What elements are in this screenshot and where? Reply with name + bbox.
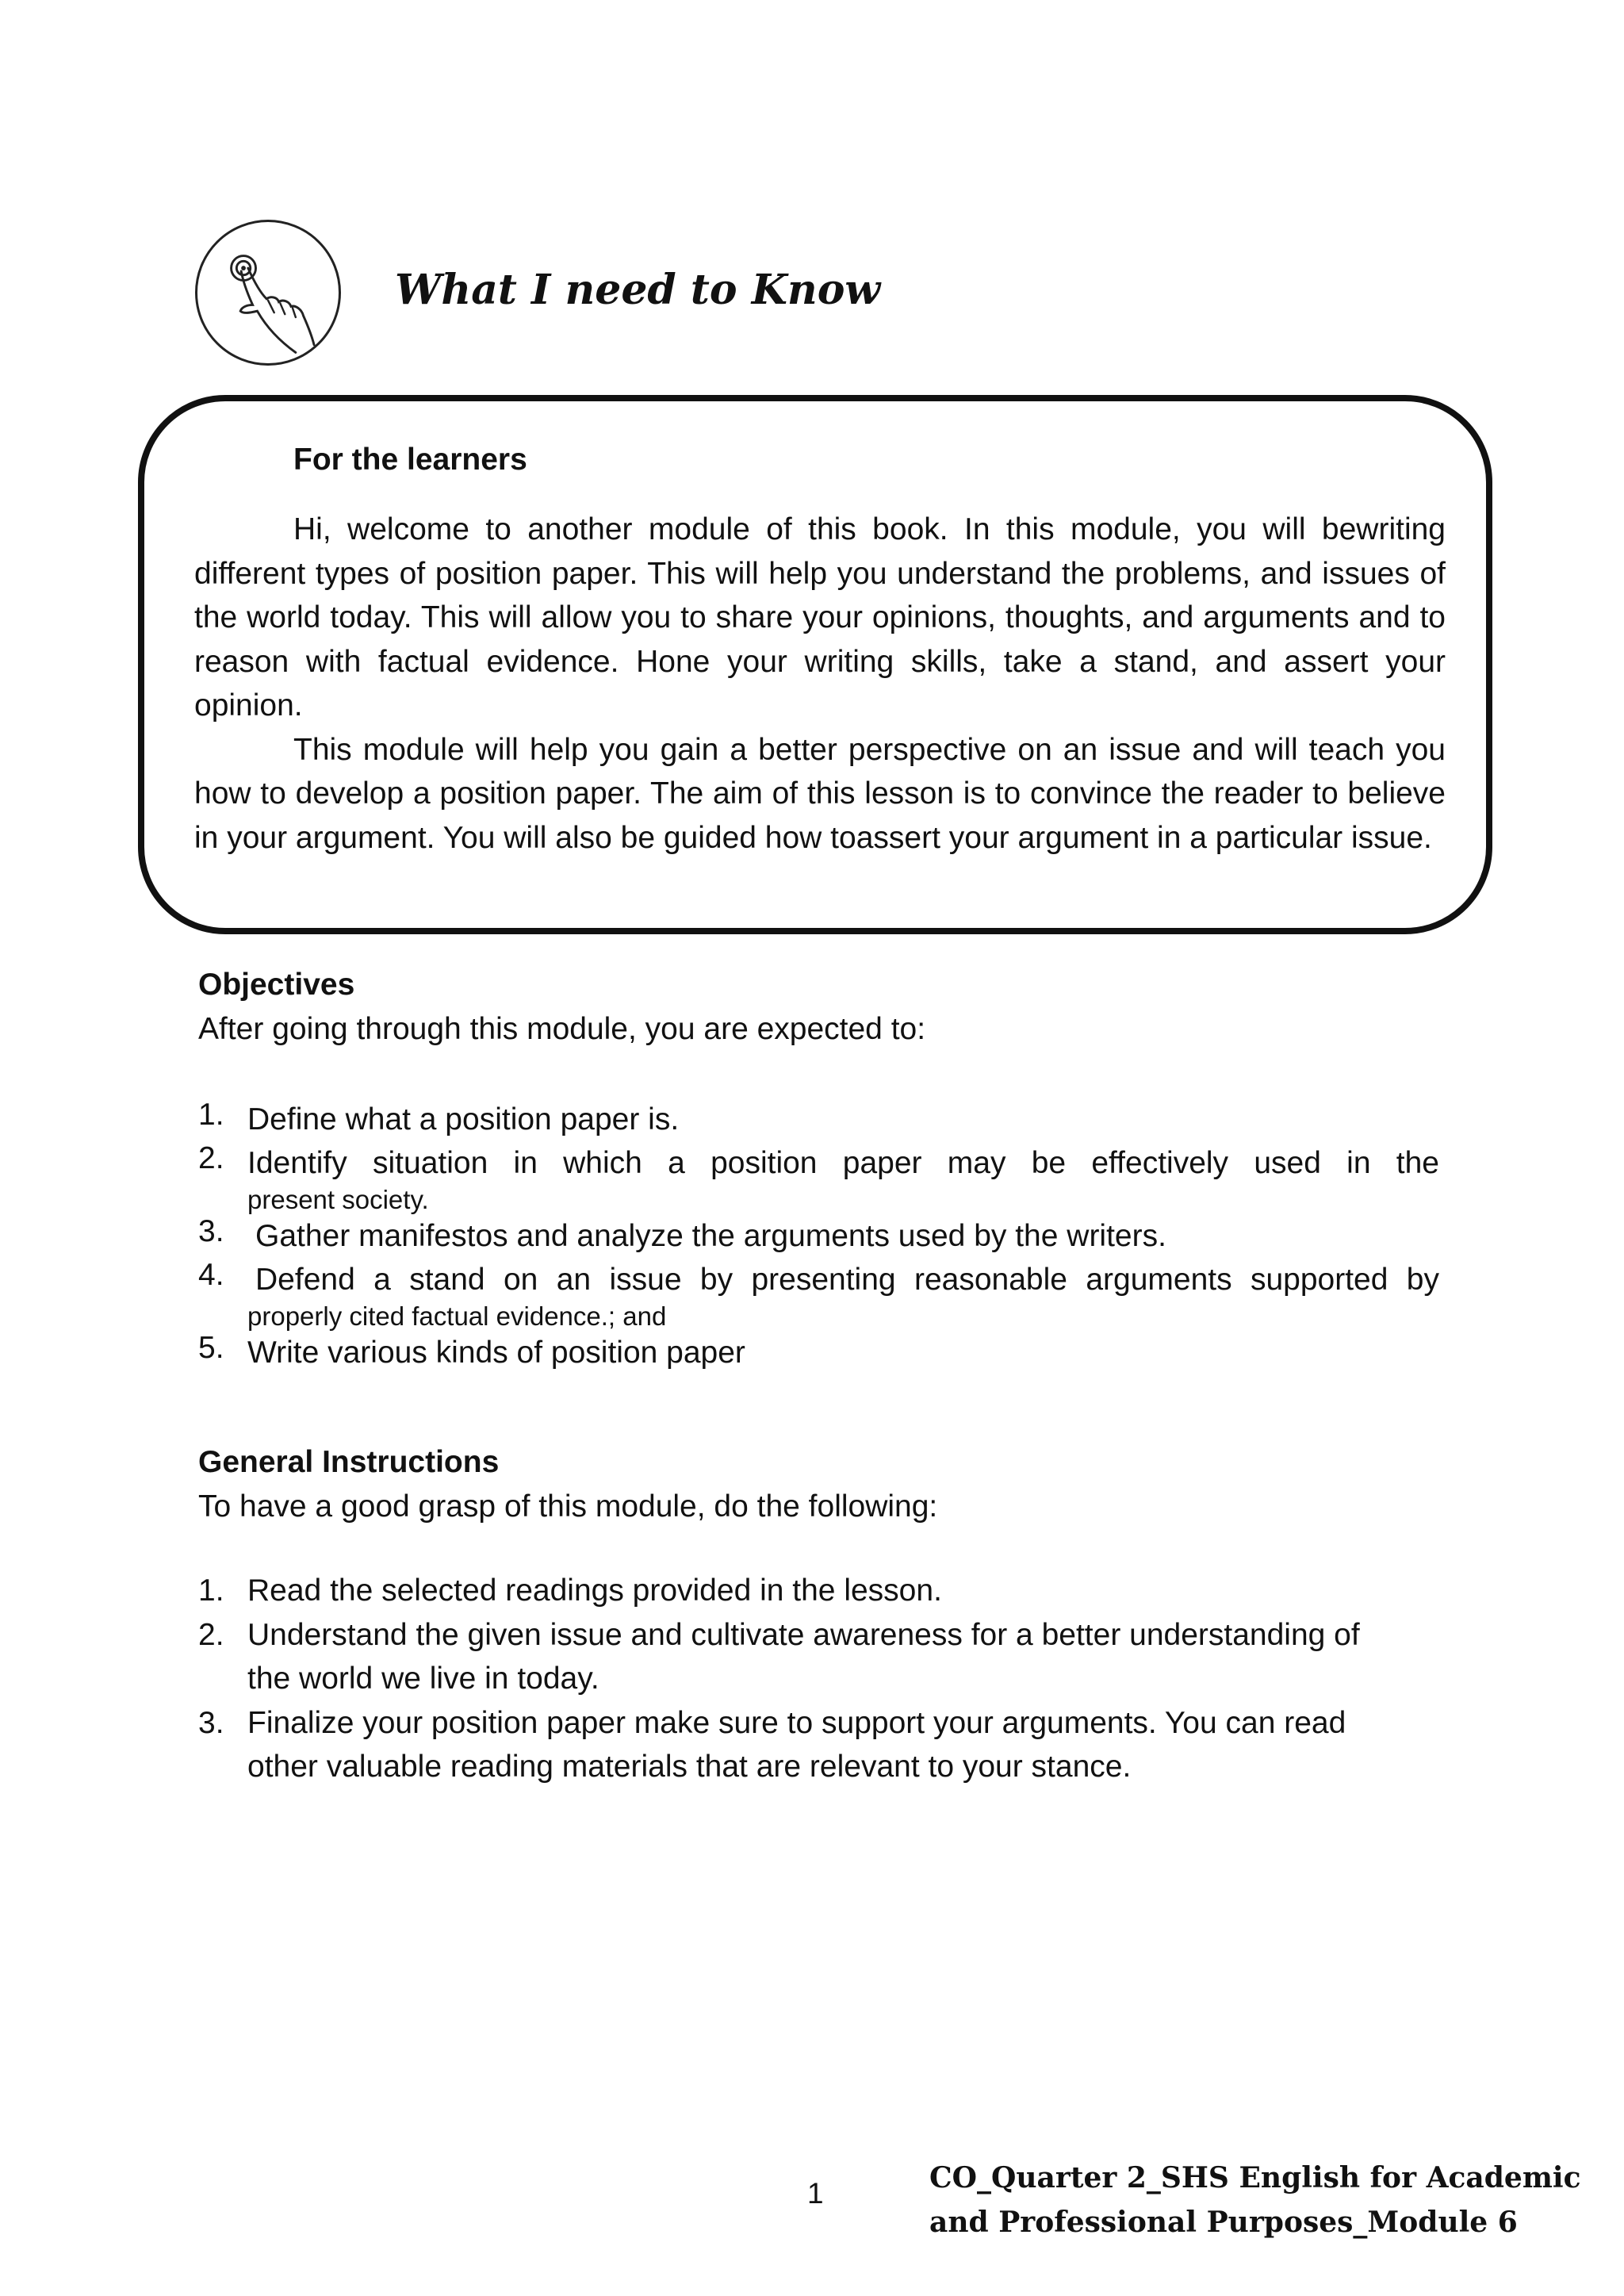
learners-paragraph-1: Hi, welcome to another module of this book. In this module, you will bewriting different types of position paper. This will help you understand the problems, and issues of the world today. This will allow you to share your opinions, thoughts, and arguments and to reason with factual evidence. Hone your writing skills, take a stand, and assert your opinion. (194, 512, 1446, 723)
item-text: Identify situation in which a position paper may be effectively used in the (247, 1146, 1439, 1180)
list-item (198, 1613, 1389, 1701)
item-continuation: present society. (247, 1185, 429, 1214)
item-number: 2. (198, 1617, 224, 1652)
footer-line-1: CO_Quarter 2_SHS English for Academic (929, 2161, 1581, 2194)
list-item (198, 1701, 1389, 1789)
item-number: 1. (198, 1573, 224, 1608)
list-item (198, 1258, 1439, 1331)
objectives-list (198, 1098, 1439, 1374)
list-item (198, 1141, 1439, 1214)
footer-line-2: and Professional Purposes_Module 6 (929, 2206, 1518, 2239)
list-item (198, 1214, 1439, 1258)
learners-text (194, 508, 1446, 860)
item-text: Write various kinds of position paper (247, 1336, 745, 1370)
general-instructions-list (198, 1569, 1439, 1789)
item-text: Defend a stand on an issue by presenting reasonable arguments supported by (255, 1263, 1439, 1297)
item-text: Gather manifestos and analyze the arguments used by the writers. (255, 1219, 1166, 1253)
module-footer (929, 2156, 1581, 2244)
objectives-intro: After going through this module, you are expected to: (198, 1012, 926, 1046)
list-item (198, 1098, 1439, 1141)
learners-paragraph-2: This module will help you gain a better perspective on an issue and will teach you how to develop a position paper. The aim of this lesson is to convince the reader to believe in your argument. You will also be guided how toassert your argument in a particular issue. (194, 732, 1446, 855)
learners-heading: For the learners (293, 443, 527, 477)
item-number: 4. (198, 1258, 224, 1292)
item-number: 5. (198, 1331, 224, 1365)
item-text: Finalize your position paper make sure to support your arguments. You can read other valuable reading materials that are relevant to your stance. (247, 1705, 1346, 1784)
general-instructions-intro: To have a good grasp of this module, do the following: (198, 1489, 938, 1524)
hand-pointer-icon (195, 220, 341, 366)
item-text: Read the selected readings provided in the lesson. (247, 1573, 942, 1608)
item-number: 1. (198, 1098, 224, 1132)
section-title: What I need to Know (395, 266, 881, 314)
general-instructions-heading: General Instructions (198, 1445, 500, 1479)
item-continuation: properly cited factual evidence.; and (247, 1301, 667, 1331)
item-text: Define what a position paper is. (247, 1102, 680, 1137)
list-item (198, 1331, 1439, 1374)
item-number: 2. (198, 1141, 224, 1175)
page-number: 1 (807, 2177, 824, 2210)
objectives-heading: Objectives (198, 968, 355, 1002)
list-item (198, 1569, 1389, 1613)
item-number: 3. (198, 1214, 224, 1248)
item-text: Understand the given issue and cultivate awareness for a better understanding of the world we live in today. (247, 1617, 1360, 1696)
item-number: 3. (198, 1705, 224, 1740)
